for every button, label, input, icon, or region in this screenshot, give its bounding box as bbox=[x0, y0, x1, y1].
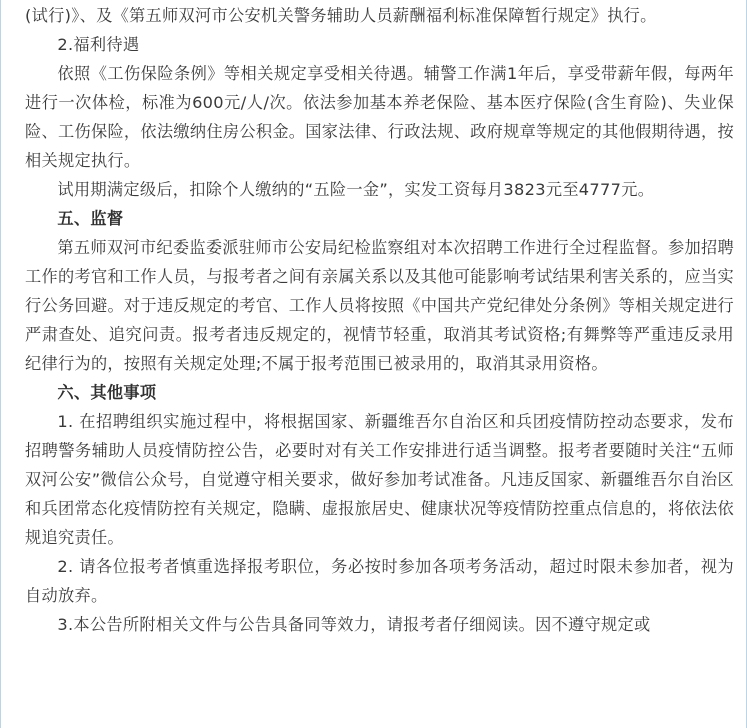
paragraph-salary: 试用期满定级后，扣除个人缴纳的“五险一金”，实发工资每月3823元至4777元。 bbox=[57, 180, 655, 199]
paragraph-welfare-title: 2.福利待遇 bbox=[57, 35, 140, 54]
paragraph-continuation: (试行)》、及《第五师双河市公安机关警务辅助人员薪酬福利标准保障暂行规定》执行。 bbox=[25, 6, 657, 25]
paragraph-supervision: 第五师双河市纪委监委派驻师市公安局纪检监察组对本次招聘工作进行全过程监督。参加招聘工作的考官和工作人员，与报考者之间有亲属关系以及其他可能影响考试结果利害关系的，应当实行公务回避。对于违反规定的考官、工作人员将按照《中国共产党纪律处分条例》等相关规定进行严肃查处、追究问责。报考者违反规定的，视情节轻重，取消其考试资格;有舞弊等严重违反录用纪律行为的，按照有关规定处理;不属于报考范围已被录用的，取消其录用资格。 bbox=[25, 238, 734, 373]
paragraph-other-1: 1. 在招聘组织实施过程中，将根据国家、新疆维吾尔自治区和兵团疫情防控动态要求，发布招聘警务辅助人员疫情防控公告，必要时对有关工作安排进行适当调整。报考者要随时关注“五师双河公安”微信公众号，自觉遵守相关要求，做好参加考试准备。凡违反国家、新疆维吾尔自治区和兵团常态化疫情防控有关规定，隐瞒、虚报旅居史、健康状况等疫情防控重点信息的，将依法依规追究责任。 bbox=[25, 412, 734, 547]
heading-other-matters: 六、其他事项 bbox=[57, 383, 157, 402]
heading-supervision: 五、监督 bbox=[57, 209, 124, 228]
paragraph-welfare-benefits: 依照《工伤保险条例》等相关规定享受相关待遇。辅警工作满1年后，享受带薪年假，每两年进行一次体检，标准为600元/人/次。依法参加基本养老保险、基本医疗保险(含生育险)、失业保险、工伤保险，依法缴纳住房公积金。国家法律、行政法规、政府规章等规定的其他假期待遇，按相关规定执行。 bbox=[25, 64, 734, 170]
paragraph-other-2: 2. 请各位报考者慎重选择报考职位，务必按时参加各项考务活动，超过时限未参加者，视为自动放弃。 bbox=[25, 557, 734, 605]
paragraph-other-3: 3.本公告所附相关文件与公告具备同等效力，请报考者仔细阅读。因不遵守规定或 bbox=[57, 615, 651, 634]
